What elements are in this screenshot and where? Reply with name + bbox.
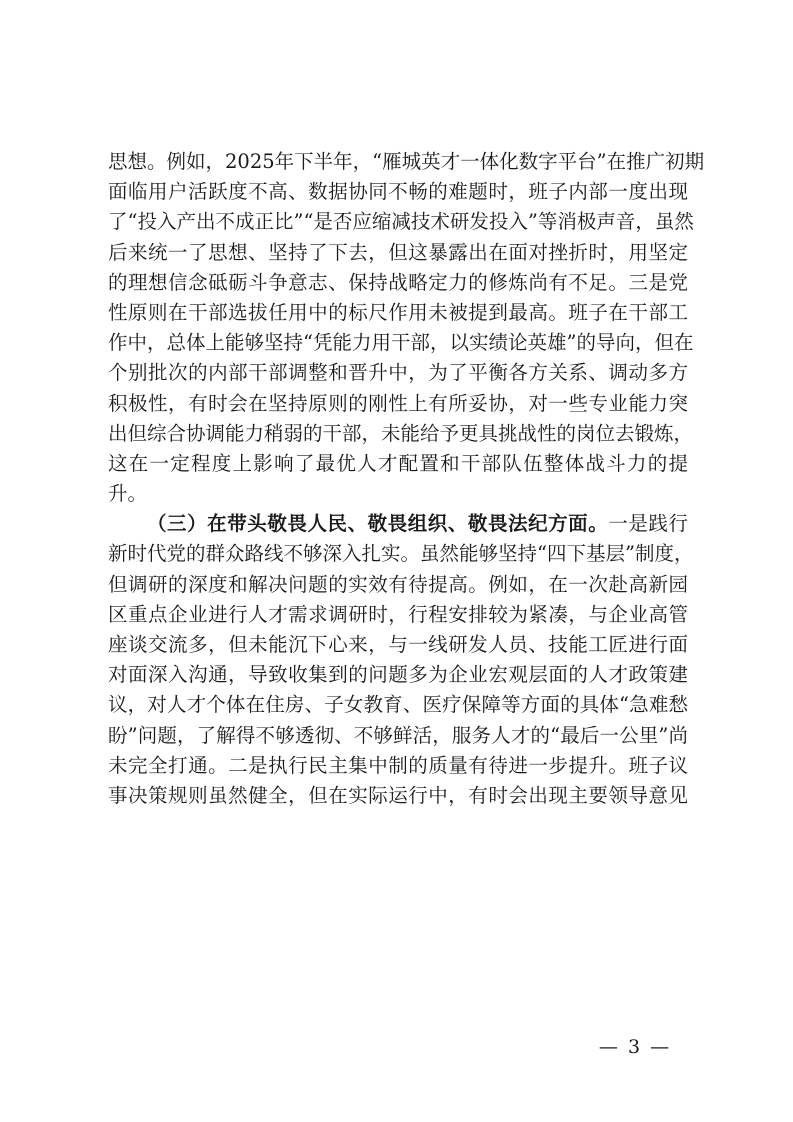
text-line: 的理想信念砥砺斗争意志、保持战略定力的修炼尚有不足。三是党: [108, 270, 688, 294]
text-line: 了“投入产出不成正比”“是否应缩减技术研发投入”等消极声音，虽然: [108, 210, 694, 234]
text-line: 思想。例如，2025年下半年，“雁城英才一体化数字平台”在推广初期: [108, 150, 705, 173]
text-line: 座谈交流多，但未能沉下心来，与一线研发人员、技能工匠进行面: [108, 633, 688, 656]
body-text: [108, 147, 705, 811]
text-line: 积极性，有时会在坚持原则的刚性上有所妥协，对一些专业能力突: [108, 391, 688, 415]
text-line: 出但综合协调能力稍弱的干部，未能给予更具挑战性的岗位去锻炼，: [108, 421, 694, 445]
text-line: 事决策规则虽然健全，但在实际运行中，有时会出现主要领导意见: [108, 783, 688, 807]
section-first-line-text: 一是践行: [608, 512, 688, 536]
text-line: 升。: [108, 482, 148, 506]
text-line: 面临用户活跃度不高、数据协同不畅的难题时，班子内部一度出现: [108, 180, 688, 204]
text-line: 个别批次的内部干部调整和晋升中，为了平衡各方关系、调动多方: [108, 361, 688, 385]
text-line: 议，对人才个体在住房、子女教育、医疗保障等方面的具体“急难愁: [108, 693, 688, 717]
section-heading: （三）在带头敬畏人民、敬畏组织、敬畏法纪方面。: [147, 512, 609, 536]
text-line: 区重点企业进行人才需求调研时，行程安排较为紧凑，与企业高管: [108, 602, 688, 626]
text-line: 新时代党的群众路线不够深入扎实。虽然能够坚持“四下基层”制度，: [108, 542, 694, 566]
text-line: 但调研的深度和解决问题的实效有待提高。例如，在一次赴高新园: [108, 572, 688, 596]
text-line: 后来统一了思想、坚持了下去，但这暴露出在面对挫折时，用坚定: [108, 240, 688, 264]
text-line: 对面深入沟通，导致收集到的问题多为企业宏观层面的人才政策建: [108, 663, 688, 687]
text-line: 未完全打通。二是执行民主集中制的质量有待进一步提升。班子议: [108, 753, 688, 777]
text-line: 这在一定程度上影响了最优人才配置和干部队伍整体战斗力的提: [108, 451, 688, 475]
text-line: 作中，总体上能够坚持“凭能力用干部，以实绩论英雄”的导向，但在: [108, 331, 694, 355]
text-line: 性原则在干部选拔任用中的标尺作用未被提到最高。班子在干部工: [108, 300, 688, 324]
section-first-line: [108, 509, 688, 539]
text-line: 盼”问题，了解得不够透彻、不够鲜活，服务人才的“最后一公里”尚: [108, 723, 688, 747]
page-number: — 3 —: [598, 1036, 672, 1058]
